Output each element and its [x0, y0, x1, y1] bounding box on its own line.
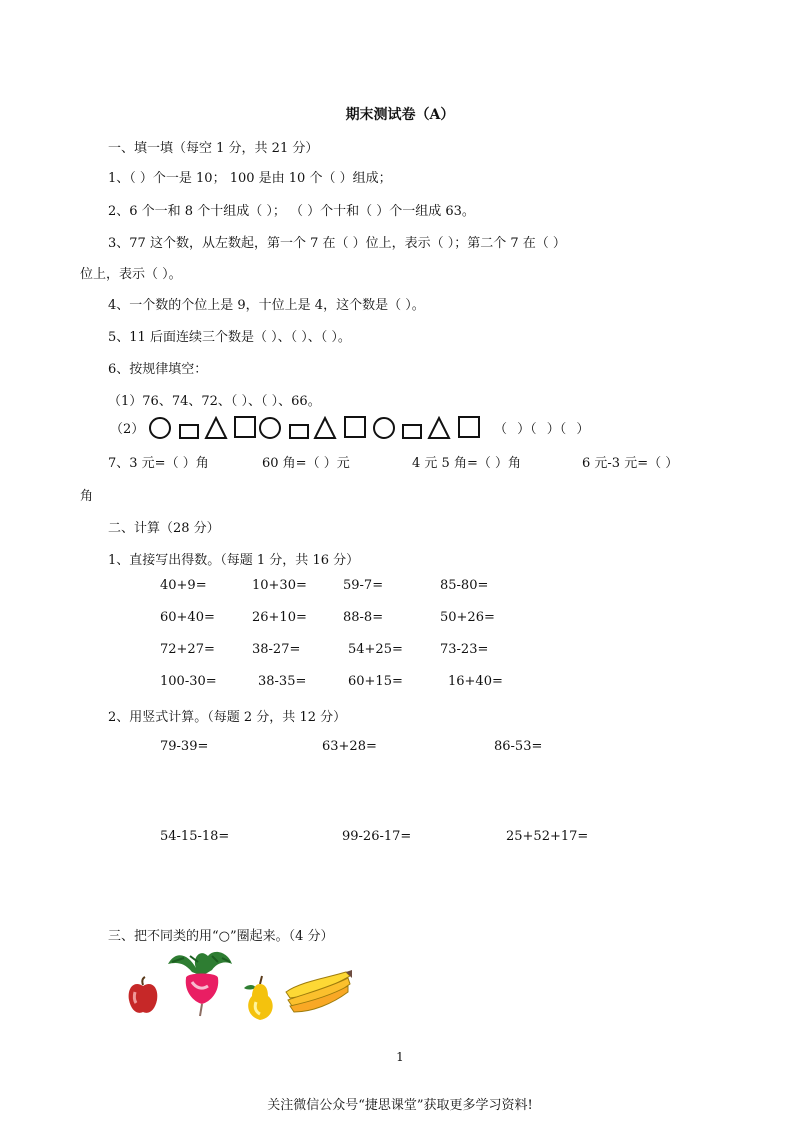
apple-image: [126, 976, 160, 1016]
square-shape: [234, 416, 256, 438]
banana-image: [282, 966, 356, 1014]
calc-item: 73-23=: [440, 642, 489, 657]
vertical-calc-item: 79-39=: [160, 739, 209, 754]
calc-item: 26+10=: [252, 610, 307, 625]
question-7-line2: 角: [80, 489, 94, 504]
question-3-line2: 位上，表示（ ）。: [80, 267, 182, 282]
section1-heading: 一、填一填（每空 1 分，共 21 分）: [108, 141, 319, 156]
question-1: 1、（ ）个一是 10； 100 是由 10 个（ ）组成；: [108, 171, 392, 186]
question-6-part2-label: （2）: [110, 422, 145, 437]
calc-item: 72+27=: [160, 642, 215, 657]
pear-image: [238, 972, 280, 1022]
section2-sub2: 2、用竖式计算。（每题 2 分，共 12 分）: [108, 710, 347, 725]
triangle-shape: [427, 416, 451, 440]
question-7-c: 4 元 5 角=（ ）角: [412, 456, 521, 471]
page-number: 1: [396, 1050, 404, 1064]
calc-item: 100-30=: [160, 674, 217, 689]
calc-item: 60+40=: [160, 610, 215, 625]
calc-item: 38-27=: [252, 642, 301, 657]
calc-item: 59-7=: [343, 578, 384, 593]
vertical-calc-item: 63+28=: [322, 739, 377, 754]
question-2: 2、6 个一和 8 个十组成（ ）； （ ）个十和（ ）个一组成 63。: [108, 204, 475, 219]
footer-note: 关注微信公众号“捷思课堂”获取更多学习资料!: [267, 1098, 533, 1113]
section2-sub1: 1、直接写出得数。（每题 1 分，共 16 分）: [108, 553, 360, 568]
question-6-part1: （1）76、74、72、（ ）、（ ）、66。: [108, 394, 321, 409]
question-7-b: 60 角=（ ）元: [262, 456, 350, 471]
calc-item: 85-80=: [440, 578, 489, 593]
page-title: 期末测试卷（A）: [345, 107, 455, 123]
question-7-d: 6 元-3 元=（ ）: [582, 456, 679, 471]
rectangle-shape: [289, 424, 309, 439]
vertical-calc-item: 99-26-17=: [342, 829, 412, 844]
circle-shape: [259, 417, 281, 439]
calc-item: 40+9=: [160, 578, 207, 593]
question-6-part2-blanks: （ ）（ ）（ ）: [494, 422, 590, 437]
circle-shape: [373, 417, 395, 439]
calc-item: 50+26=: [440, 610, 495, 625]
question-3-line1: 3、77 这个数，从左数起，第一个 7 在（ ）位上，表示（ ）；第二个 7 在（ ）: [108, 236, 566, 251]
square-shape: [458, 416, 480, 438]
triangle-shape: [313, 416, 337, 440]
rectangle-shape: [402, 424, 422, 439]
triangle-shape: [204, 416, 228, 440]
calc-item: 16+40=: [448, 674, 503, 689]
question-7-a: 7、3 元=（ ）角: [108, 456, 209, 471]
circle-shape: [149, 417, 171, 439]
question-6: 6、按规律填空：: [108, 362, 208, 377]
vertical-calc-item: 25+52+17=: [506, 829, 589, 844]
calc-item: 88-8=: [343, 610, 384, 625]
radish-image: [162, 948, 238, 1018]
section3-heading: 三、把不同类的用“○”圈起来。（4 分）: [108, 929, 334, 944]
vertical-calc-item: 86-53=: [494, 739, 543, 754]
question-4: 4、一个数的个位上是 9，十位上是 4，这个数是（ ）。: [108, 298, 425, 313]
calc-item: 38-35=: [258, 674, 307, 689]
question-5: 5、11 后面连续三个数是（ ）、（ ）、（ ）。: [108, 330, 351, 345]
section2-heading: 二、计算（28 分）: [108, 521, 220, 536]
calc-item: 54+25=: [348, 642, 403, 657]
calc-item: 60+15=: [348, 674, 403, 689]
square-shape: [344, 416, 366, 438]
vertical-calc-item: 54-15-18=: [160, 829, 230, 844]
rectangle-shape: [179, 424, 199, 439]
calc-item: 10+30=: [252, 578, 307, 593]
